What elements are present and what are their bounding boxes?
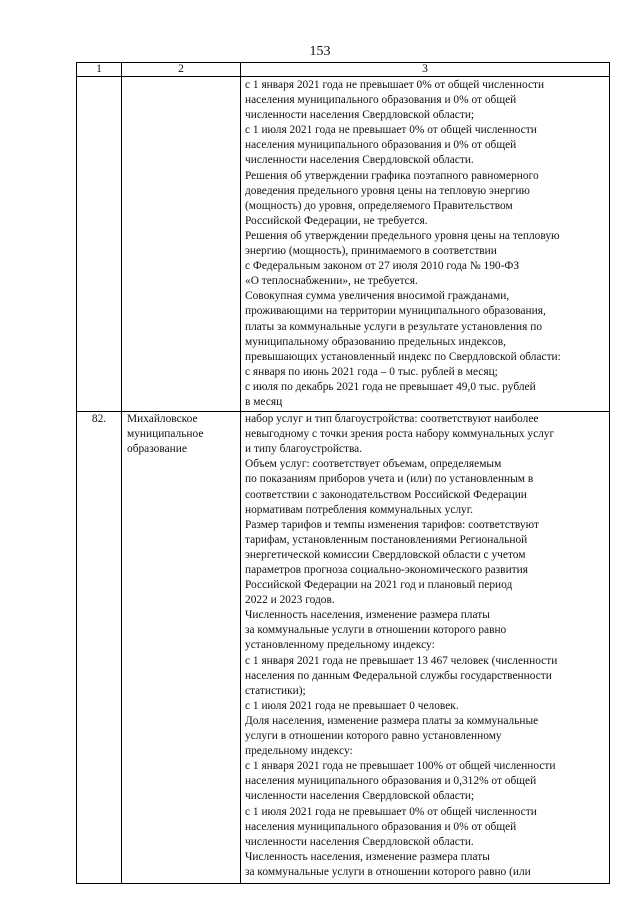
text-line: тарифам, установленным постановлениями Региональной	[245, 533, 528, 546]
text-line: превышающих установленный индекс по Свердловской области:	[245, 350, 561, 363]
text-line: с Федеральным законом от 27 июля 2010 года № 190-ФЗ	[245, 260, 520, 273]
table-header-row	[77, 63, 610, 77]
text-line: нормативам потребления коммунальных услуг.	[245, 503, 473, 516]
text-line: Доля населения, изменение размера платы за коммунальные	[245, 714, 539, 727]
row-number-cell	[77, 77, 122, 412]
text-line: с 1 января 2021 года не превышает 0% от общей численности	[245, 79, 545, 91]
table-row	[77, 77, 610, 412]
document-table	[76, 62, 610, 884]
table-row	[77, 412, 610, 884]
row-number: 82.	[91, 413, 107, 426]
text-line: с 1 июля 2021 года не превышает 0 человек.	[245, 699, 459, 712]
text-line: Совокупная сумма увеличения вносимой гражданами,	[245, 290, 510, 303]
page-number: 153	[309, 44, 331, 59]
text-line: услуги в отношении которого равно установленному	[245, 730, 502, 743]
text-line: численности населения Свердловской области;	[245, 790, 475, 803]
text-line: численности населения Свердловской области.	[245, 835, 474, 848]
text-line: населения муниципального образования и 0,312% от общей	[245, 775, 537, 788]
text-line: муниципальное	[127, 428, 204, 441]
text-line: с 1 января 2021 года не превышает 13 467 человек (численности	[245, 654, 558, 667]
text-line: (мощность) до уровня, определяемого Правительством	[245, 199, 513, 212]
text-line: «О теплоснабжении», не требуется.	[245, 275, 418, 288]
text-line: Объем услуг: соответствует объемам, определяемым	[245, 458, 502, 471]
text-line: Размер тарифов и темпы изменения тарифов: соответствуют	[245, 518, 539, 531]
text-line: муниципальному образованию предельных индексов,	[245, 335, 506, 348]
text-line: населения муниципального образования и 0% от общей	[245, 94, 517, 107]
text-line: с 1 июля 2021 года не превышает 0% от общей численности	[245, 805, 537, 818]
text-line: энергию (мощность), принимаемого в соответствии	[245, 245, 497, 258]
text-line: соответствии с законодательством Российской Федерации	[245, 488, 527, 501]
row-number-cell	[77, 412, 122, 884]
text-line: энергетической комиссии Свердловской области с учетом	[245, 548, 526, 561]
column-header-1: 1	[77, 63, 122, 77]
text-line: Решения об утверждении графика поэтапного равномерного	[245, 169, 539, 182]
text-line: Численность населения, изменение размера платы	[245, 609, 490, 622]
municipality-cell	[122, 412, 241, 884]
text-line: платы за коммунальные услуги в результате установления по	[245, 320, 543, 333]
text-line: населения муниципального образования и 0% от общей	[245, 820, 517, 833]
text-line: образование	[127, 443, 187, 456]
text-line: населения муниципального образования и 0% от общей	[245, 139, 517, 152]
text-line: с января по июнь 2021 года – 0 тыс. рублей в месяц;	[245, 365, 498, 378]
text-line: численности населения Свердловской области;	[245, 109, 475, 122]
text-line: с июля по декабрь 2021 года не превышает 49,0 тыс. рублей	[245, 380, 536, 393]
text-line: доведения предельного уровня цены на тепловую энергию	[245, 184, 530, 197]
description-cell	[241, 412, 610, 884]
text-line: с 1 января 2021 года не превышает 100% от общей численности	[245, 760, 556, 773]
text-line: Российской Федерации, не требуется.	[245, 214, 428, 227]
text-line: численности населения Свердловской области.	[245, 154, 474, 167]
text-line: и типу благоустройства.	[245, 443, 363, 456]
text-line: предельному индексу:	[245, 745, 353, 758]
text-line: в месяц	[245, 395, 283, 408]
text-line: за коммунальные услуги в отношении которого равно	[245, 624, 507, 637]
text-line: 2022 и 2023 годов.	[245, 594, 335, 607]
text-line: набор услуг и тип благоустройства: соответствуют наиболее	[245, 413, 539, 426]
column-header-2: 2	[122, 63, 241, 77]
text-line: за коммунальные услуги в отношении которого равно (или	[245, 865, 531, 878]
text-line: по показаниям приборов учета и (или) по установленным в	[245, 473, 534, 486]
text-line: Численность населения, изменение размера платы	[245, 850, 490, 863]
text-line: Российской Федерации на 2021 год и плановый период	[245, 579, 513, 592]
municipality-cell	[122, 77, 241, 412]
text-line: проживающими на территории муниципального образования,	[245, 305, 546, 318]
description-cell	[241, 77, 610, 412]
text-line: Михайловское	[127, 413, 198, 426]
column-header-3: 3	[241, 63, 610, 77]
text-line: с 1 июля 2021 года не превышает 0% от общей численности	[245, 124, 537, 137]
text-line: населения по данным Федеральной службы государственности	[245, 669, 552, 682]
text-line: установленному предельному индексу:	[245, 639, 435, 652]
text-line: статистики);	[245, 684, 306, 697]
text-line: невыгодному с точки зрения роста набору коммунальных услуг	[245, 428, 555, 441]
text-line: параметров прогноза социально-экономического развития	[245, 564, 528, 576]
text-line: Решения об утверждении предельного уровня цены на тепловую	[245, 229, 560, 242]
